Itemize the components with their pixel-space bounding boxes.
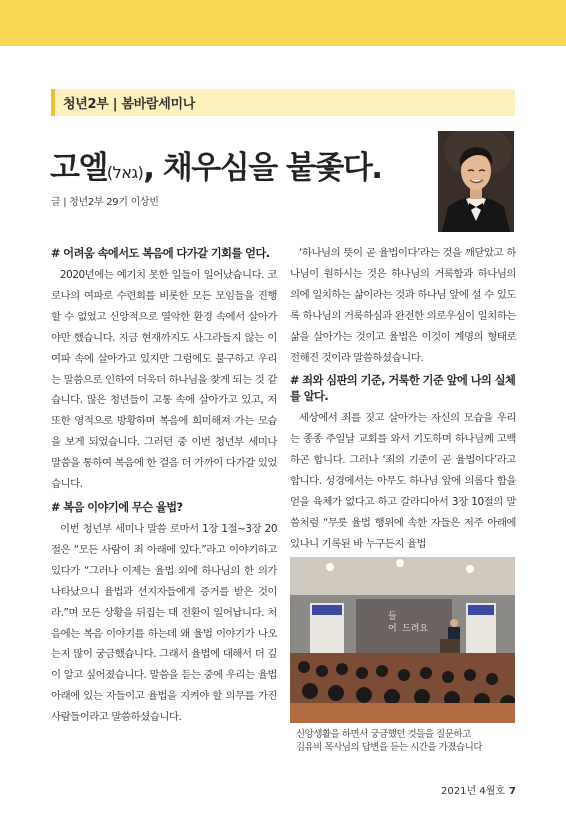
- subheading-2: # 복음 이야기에 무슨 율법?: [51, 500, 183, 514]
- caption-line-2: 김유비 목사님의 답변을 듣는 시간을 가졌습니다: [296, 742, 483, 753]
- top-color-band: [0, 0, 566, 46]
- article-headline: [50, 142, 382, 187]
- issue-label: 2021년 4월호: [441, 786, 506, 797]
- headline-main-b: , 채우심을 붙좇다.: [143, 150, 382, 186]
- page-footer: [441, 782, 516, 797]
- page-number: 7: [509, 786, 516, 797]
- photo-caption: [296, 728, 516, 754]
- screen-text-3: 드려요: [402, 624, 429, 634]
- seminar-photo-illustration: [290, 557, 515, 723]
- portrait-illustration: [438, 131, 514, 232]
- caption-line-1: 신앙생활을 하면서 궁금했던 것들을 질문하고: [296, 729, 471, 740]
- subheading-1: # 어려움 속에서도 복음에 다가갈 기회를 얻다.: [51, 247, 270, 260]
- screen-text-2: 어: [388, 624, 397, 634]
- headline-main-a: 고엘: [50, 150, 107, 186]
- subheading-3: # 죄와 심판의 기준, 거룩한 기준 앞에 나의 실체를 알다.: [290, 374, 516, 404]
- paragraph-2: 이번 청년부 세미나 말씀 로마서 1장 1절~3장 20절은 “모든 사람이 죄 아래에 있다.”라고 이야기하고 있다가 “그러나 이제는 율법 외에 하나님의 한 의가 나타났으니 율법과 선지자들에게 증거를 받은 것이라.”며 모든 상황을 뒤집는 대 전환이 일어납니다. 처음에는 복음 이야기를 하는데 왜 율법 이야기가 나오는지 많이 궁금했습니다. 그래서 율법에 대해서 더 깊이 알고 싶어졌습니다. 말씀을 듣는 중에 우리는 율법 아래에 있는 자들이고 율법을 지켜야 할 의무를 가진 사람들이라고 말씀하셨습니다.: [51, 522, 277, 724]
- paragraph-3: ‘하나님의 뜻이 곧 율법이다’라는 것을 깨닫았고 하나님이 원하시는 것은 하나님의 거룩함과 하나님의 의에 일치하는 삶이라는 것과 하나님 앞에 설 수 있도록 하나님의 거룩하심과 완전한 의로우심이 일치하는 삶을 살아가는 것이고 율법은 이것이 계명의 형태로 전해진 것이라 말씀하셨습니다.: [290, 247, 516, 364]
- paragraph-4: 세상에서 죄를 짓고 살아가는 자신의 모습을 우리는 종종 주일날 교회를 와서 기도하며 하나님께 고백하곤 합니다. 그러나 ‘죄의 기준이 곧 율법이다’라고 합니다. 성경에서는 아무도 하나님 앞에 의롭다 함을 얻을 육체가 없다고 하고 갈라디아서 3장 10절의 말씀처럼 “무릇 율법 행위에 속한 자들은 저주 아래에 있나니 기록된 바 누구든지 율법: [290, 412, 516, 550]
- section-tag: [51, 89, 515, 116]
- author-portrait: [438, 131, 514, 232]
- byline: 글 | 청년2부 29기 이상빈: [51, 197, 159, 208]
- article-right-column: [290, 243, 516, 555]
- paragraph-1: 2020년에는 예기치 못한 일들이 일어났습니다. 코로나의 여파로 수련회를 비롯한 모든 모임들을 진행할 수 없었고 신앙적으로 열악한 환경 속에서 살아가야만 했습니다. 지금 현재까지도 사그라들지 않는 이 여파 속에 살아가고 있지만 그럼에도 불구하고 우리는 말씀으로 인하여 더욱더 하나님을 찾게 되는 것 같습니다. 많은 청년들이 고통 속에 살아가고 있고, 저 또한 영적으로 방황하며 복음에 희미해져 가는 모습을 보게 되었습니다. 그러던 중 이번 청년부 세미나 말씀을 통하여 복음에 한 걸음 더 가까이 다가갈 있었습니다.: [51, 269, 277, 491]
- screen-text-1: 들: [388, 612, 397, 622]
- article-left-column: [51, 243, 277, 728]
- headline-hanja: (גאל): [106, 163, 144, 182]
- section-tag-label: 청년2부 | 봄바람세미나: [63, 97, 195, 112]
- seminar-photo: [290, 557, 515, 723]
